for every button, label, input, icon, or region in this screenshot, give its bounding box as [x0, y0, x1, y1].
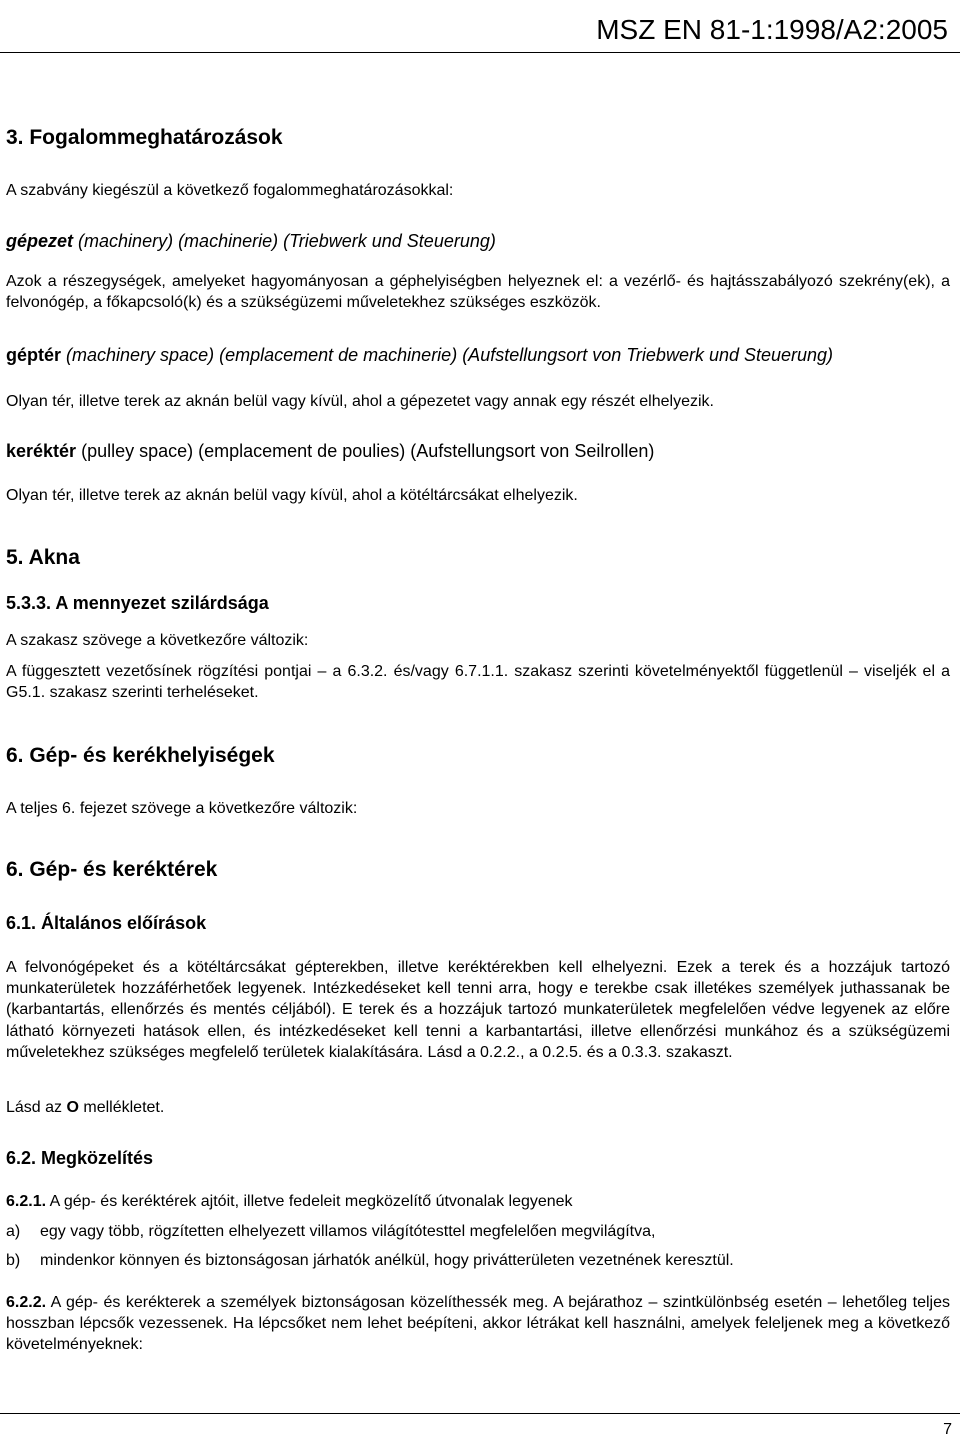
list-item-text: mindenkor könnyen és biztonságosan járhatók anélkül, hogy privátterületen vezetnének keresztül. — [40, 1252, 734, 1269]
list-item-text: egy vagy több, rögzítetten elhelyezett villamos világítótesttel megfelelően megvilágítva, — [40, 1223, 656, 1240]
section-6-1-title: 6.1. Általános előírások — [6, 913, 207, 933]
annex-reference-prefix: Lásd az — [6, 1099, 67, 1116]
term-gepter: géptér — [6, 345, 62, 365]
term-gepezet-translations: (machinery) (machinerie) (Triebwerk und Steuerung) — [78, 231, 496, 251]
section-6-change-note: A teljes 6. fejezet szövege a következőre változik: — [6, 800, 358, 817]
section-5-3-3-title: 5.3.3. A mennyezet szilárdsága — [6, 593, 269, 613]
section-6-title: 6. Gép- és keréktérek — [6, 858, 218, 881]
clause-6-2-2-text: A gép- és kerékterek a személyek biztonságosan közelíthessék meg. A bejárathoz – szintkülönbség esetén – lehetőleg teljes hosszban lépcsők vezessenek. Ha lépcsőket nem lehet beépíteni, akkor létrákat kell használni, amelyek feleljenek meg a következő követelményeknek: — [6, 1294, 950, 1354]
term-gepter-definition: Olyan tér, illetve terek az aknán belül vagy kívül, ahol a gépezetet vagy annak egy részét elhelyezik. — [6, 393, 714, 410]
section-5-title: 5. Akna — [6, 546, 80, 569]
term-kerekter-translations: (pulley space) (emplacement de poulies) (Aufstellungsort von Seilrollen) — [81, 441, 655, 461]
clause-6-2-1-text: A gép- és keréktérek ajtóit, illetve fedeleit megközelítő útvonalak legyenek — [46, 1193, 573, 1210]
document-id: MSZ EN 81-1:1998/A2:2005 — [596, 14, 948, 45]
section-3-intro: A szabvány kiegészül a következő fogalommeghatározásokkal: — [6, 182, 454, 199]
list-item-marker: b) — [6, 1252, 21, 1269]
section-6-1-body: A felvonógépeket és a kötéltárcsákat gépterekben, illetve keréktérekben kell elhelyezni. Ezek a terek és a hozzájuk tartozó munkaterületek hozzáférhetőek legyenek. Intézkedéseket kell tenni arra, hogy e terekbe csak illetékes személyek juthassanak be (karbantartás, ellenőrzés és mentés céljából). E terek és a hozzájuk tartozó munkaterületek megfelelően védve legyenek az előre látható környezeti hatások ellen, és intézkedéseket kell tenni a karbantartási, illetve ellenőrzési munkához és a szükségüzemi műveletekhez szükséges megfelelő területek kialakítására. Lásd a 0.2.2., a 0.2.5. és a 0.3.3. szakaszt. — [6, 959, 950, 1061]
clause-6-2-2-number: 6.2.2. — [6, 1294, 47, 1311]
clause-6-2-1 — [6, 1191, 950, 1212]
term-gepter-translations: (machinery space) (emplacement de machinerie) (Aufstellungsort von Triebwerk und Steuerung) — [66, 345, 834, 365]
list-item-marker: a) — [6, 1223, 21, 1240]
annex-reference-suffix: mellékletet. — [78, 1099, 165, 1116]
section-6-old-title: 6. Gép- és kerékhelyiségek — [6, 744, 275, 767]
section-6-2-title: 6.2. Megközelítés — [6, 1148, 154, 1168]
section-5-3-3-body: A függesztett vezetősínek rögzítési pontjai – a 6.3.2. és/vagy 6.7.1.1. szakasz szerinti követelményektől függetlenül – viseljék el a G5.1. szakasz szerinti terheléseket. — [6, 663, 950, 702]
page-number: 7 — [943, 1421, 952, 1438]
footer-rule — [0, 1413, 960, 1414]
annex-reference — [6, 1097, 950, 1118]
term-gepezet: gépezet — [6, 231, 74, 251]
term-gepezet-heading — [6, 230, 950, 252]
header-rule — [0, 52, 960, 53]
section-5-change-note: A szakasz szövege a következőre változik: — [6, 632, 309, 649]
term-gepter-heading — [6, 344, 950, 366]
clause-6-2-1-number: 6.2.1. — [6, 1193, 47, 1210]
term-kerekter-definition: Olyan tér, illetve terek az aknán belül vagy kívül, ahol a kötéltárcsákat elhelyezik. — [6, 487, 578, 504]
term-kerekter: keréktér — [6, 441, 77, 461]
page-header — [0, 0, 960, 58]
annex-letter: O — [66, 1099, 79, 1116]
section-3-title: 3. Fogalommeghatározások — [6, 126, 283, 149]
clause-6-2-2 — [6, 1292, 950, 1356]
page-footer — [0, 1410, 960, 1442]
term-gepezet-definition: Azok a részegységek, amelyeket hagyományosan a géphelyiségben helyeznek el: a vezérlő- és hajtásszabályozó szekrény(ek), a felvonógép, a főkapcsoló(k) és a szükségüzemi műveletekhez szükséges eszközök. — [6, 273, 950, 312]
term-kerekter-heading — [6, 440, 950, 462]
